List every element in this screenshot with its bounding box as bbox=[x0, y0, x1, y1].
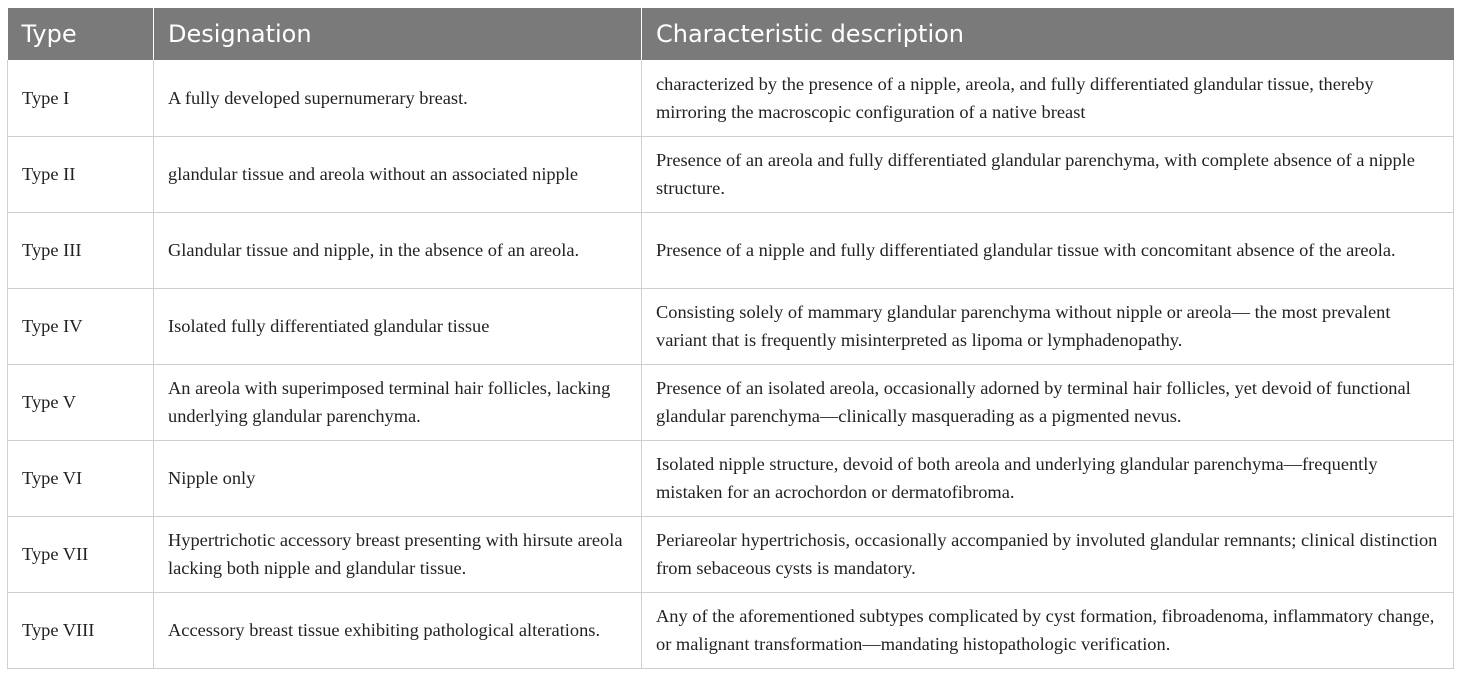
cell-description: characterized by the presence of a nipple, areola, and fully differentiated glandular tissue, thereby mirroring the macroscopic configuration of a native breast bbox=[642, 60, 1454, 136]
cell-type: Type III bbox=[8, 212, 154, 288]
table-row bbox=[8, 592, 1454, 668]
table-row bbox=[8, 364, 1454, 440]
table-row bbox=[8, 212, 1454, 288]
cell-description: Presence of an isolated areola, occasionally adorned by terminal hair follicles, yet devoid of functional glandular parenchyma—clinically masquerading as a pigmented nevus. bbox=[642, 364, 1454, 440]
table-row bbox=[8, 516, 1454, 592]
cell-designation: A fully developed supernumerary breast. bbox=[154, 60, 642, 136]
cell-type: Type V bbox=[8, 364, 154, 440]
table-row bbox=[8, 60, 1454, 136]
table-row bbox=[8, 288, 1454, 364]
cell-designation: Glandular tissue and nipple, in the absence of an areola. bbox=[154, 212, 642, 288]
cell-designation: Nipple only bbox=[154, 440, 642, 516]
table-header bbox=[8, 8, 1454, 60]
cell-designation: Isolated fully differentiated glandular tissue bbox=[154, 288, 642, 364]
cell-type: Type VII bbox=[8, 516, 154, 592]
table-row bbox=[8, 440, 1454, 516]
header-row bbox=[8, 8, 1454, 60]
cell-type: Type VIII bbox=[8, 592, 154, 668]
cell-type: Type VI bbox=[8, 440, 154, 516]
cell-designation: glandular tissue and areola without an associated nipple bbox=[154, 136, 642, 212]
cell-type: Type I bbox=[8, 60, 154, 136]
classification-table bbox=[7, 8, 1454, 669]
cell-description: Consisting solely of mammary glandular parenchyma without nipple or areola— the most prevalent variant that is frequently misinterpreted as lipoma or lymphadenopathy. bbox=[642, 288, 1454, 364]
cell-type: Type IV bbox=[8, 288, 154, 364]
table-body bbox=[8, 60, 1454, 668]
cell-designation: Hypertrichotic accessory breast presenting with hirsute areola lacking both nipple and glandular tissue. bbox=[154, 516, 642, 592]
cell-type: Type II bbox=[8, 136, 154, 212]
header-type: Type bbox=[8, 8, 154, 60]
cell-designation: An areola with superimposed terminal hair follicles, lacking underlying glandular parenchyma. bbox=[154, 364, 642, 440]
cell-designation: Accessory breast tissue exhibiting pathological alterations. bbox=[154, 592, 642, 668]
cell-description: Periareolar hypertrichosis, occasionally accompanied by involuted glandular remnants; clinical distinction from sebaceous cysts is mandatory. bbox=[642, 516, 1454, 592]
header-description: Characteristic description bbox=[642, 8, 1454, 60]
cell-description: Presence of a nipple and fully differentiated glandular tissue with concomitant absence of the areola. bbox=[642, 212, 1454, 288]
table-row bbox=[8, 136, 1454, 212]
cell-description: Isolated nipple structure, devoid of both areola and underlying glandular parenchyma—frequently mistaken for an acrochordon or dermatofibroma. bbox=[642, 440, 1454, 516]
header-designation: Designation bbox=[154, 8, 642, 60]
cell-description: Presence of an areola and fully differentiated glandular parenchyma, with complete absence of a nipple structure. bbox=[642, 136, 1454, 212]
cell-description: Any of the aforementioned subtypes complicated by cyst formation, fibroadenoma, inflammatory change, or malignant transformation—mandating histopathologic verification. bbox=[642, 592, 1454, 668]
